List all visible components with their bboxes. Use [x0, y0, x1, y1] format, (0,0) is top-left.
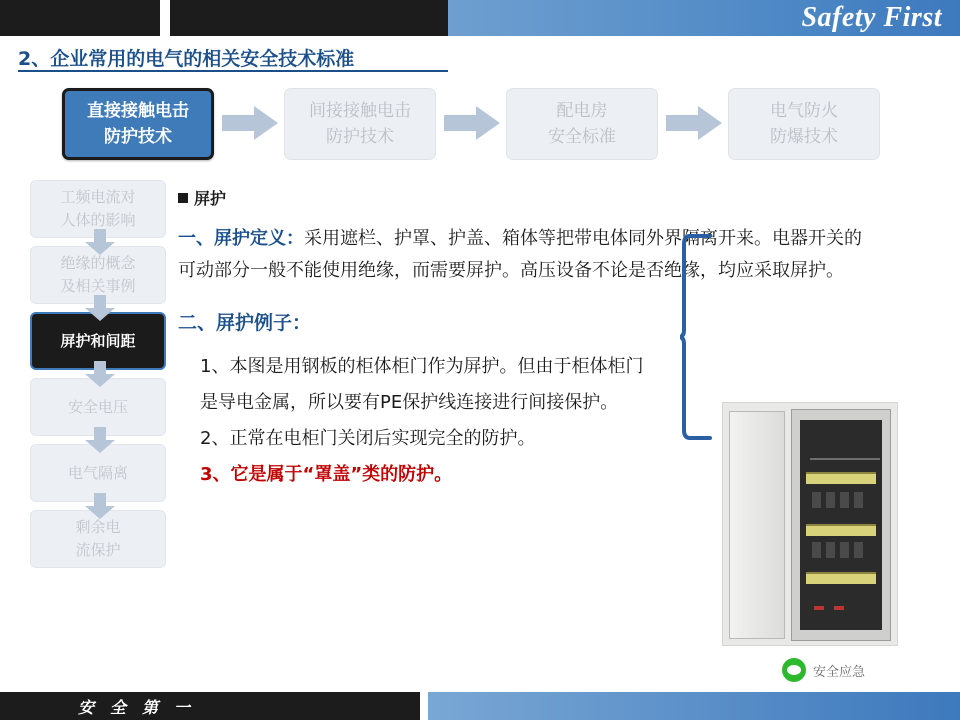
bottom-gap [420, 692, 428, 720]
examples-label: 二、屏护例子 [178, 312, 293, 334]
left-flow-item-6[interactable] [30, 510, 166, 568]
square-bullet-icon [178, 193, 188, 203]
cabinet-door [729, 411, 785, 639]
bottom-segment-left [0, 692, 420, 720]
electrical-cabinet-photo [722, 402, 898, 646]
left-flow-item-6-line1: 剩余电 [75, 518, 121, 536]
arrow-right-icon [666, 106, 726, 142]
flow-step-2-line1: 间接接触电击 [309, 101, 411, 121]
flow-step-3-line1: 配电房 [556, 101, 608, 121]
breaker-block [854, 542, 863, 558]
arrow-right-icon [444, 106, 504, 142]
page-title: 2、企业常用的电气的相关安全技术标准 [18, 48, 355, 70]
definition-paragraph [178, 223, 878, 287]
content-bullet-title-text: 屏护 [194, 189, 227, 208]
definition-colon: ： [286, 228, 304, 249]
examples-heading [178, 307, 878, 339]
flow-step-1-line2: 防护技术 [104, 127, 172, 147]
flow-step-2[interactable] [284, 88, 436, 160]
banner-segment-left [0, 0, 160, 36]
top-flow [62, 88, 942, 166]
watermark [782, 658, 865, 682]
breaker-block [854, 492, 863, 508]
top-banner [0, 0, 960, 36]
indicator-light [814, 606, 824, 610]
bracket-icon [680, 232, 716, 447]
content-bullet-title [178, 186, 938, 209]
breaker-block [812, 492, 821, 508]
list-item: 2、正常在电柜门关闭后实现完全的防护。 [200, 428, 536, 449]
cabinet-body [791, 409, 891, 641]
flow-step-1-line1: 直接接触电击 [87, 101, 189, 121]
left-flow-item-6-line2: 流保护 [75, 541, 121, 559]
left-flow-item-4-line1: 安全电压 [67, 397, 128, 416]
flow-step-4-line1: 电气防火 [770, 101, 838, 121]
arrow-down-icon [30, 370, 170, 378]
banner-gap [160, 0, 170, 36]
bottom-banner [0, 692, 960, 720]
breaker-block [812, 542, 821, 558]
bottom-segment-right [428, 692, 960, 720]
list-item: 3、它是属于“罩盖”类的防护。 [200, 464, 453, 485]
flow-step-3-line2: 安全标准 [548, 127, 616, 147]
wechat-logo-icon [782, 658, 806, 682]
footer-text: 安 全 第 一 [78, 700, 197, 717]
definition-label: 一、屏护定义 [178, 228, 286, 249]
arrow-down-icon [30, 304, 170, 312]
breaker-block [840, 492, 849, 508]
indicator-light [834, 606, 844, 610]
terminal-rail [806, 524, 876, 536]
left-flow-item-5-line1: 电气隔离 [67, 463, 128, 482]
banner-title: Safety First [801, 2, 942, 33]
arrow-down-icon [30, 502, 170, 510]
left-flow-item-1-line1: 工频电流对 [60, 188, 136, 206]
left-flow [30, 180, 170, 568]
page-title-underline [18, 70, 448, 72]
examples-colon: ： [292, 312, 312, 334]
flow-step-1[interactable] [62, 88, 214, 160]
breaker-block [826, 492, 835, 508]
left-flow-item-3-line1: 屏护和间距 [60, 331, 136, 350]
flow-step-3[interactable] [506, 88, 658, 160]
banner-segment-mid [170, 0, 448, 36]
terminal-rail [806, 472, 876, 484]
flow-step-4-line2: 防爆技术 [770, 127, 838, 147]
list-item: 1、本图是用钢板的柜体柜门作为屏护。但由于柜体柜门是导电金属，所以要有PE保护线连接进行间接保护。 [200, 356, 644, 413]
breaker-block [826, 542, 835, 558]
arrow-right-icon [222, 106, 282, 142]
flow-step-2-line2: 防护技术 [326, 127, 394, 147]
examples-list [178, 349, 648, 493]
wire-bundle [810, 438, 880, 460]
flow-step-4[interactable] [728, 88, 880, 160]
definition-text: 采用遮栏、护罩、护盖、箱体等把带电体同外界隔离开来。电器开关的可动部分一般不能使用绝缘，而需要屏护。高压设备不论是否绝缘，均应采取屏护。 [178, 228, 862, 281]
cabinet-interior [800, 420, 882, 630]
watermark-text: 安全应急 [813, 664, 866, 680]
left-flow-item-2-line1: 绝缘的概念 [60, 254, 136, 272]
arrow-down-icon [30, 238, 170, 246]
terminal-rail [806, 572, 876, 584]
left-flow-item-2-line2: 及相关事例 [60, 277, 136, 295]
left-flow-item-1-line2: 人体的影响 [60, 211, 136, 229]
breaker-block [840, 542, 849, 558]
arrow-down-icon [30, 436, 170, 444]
